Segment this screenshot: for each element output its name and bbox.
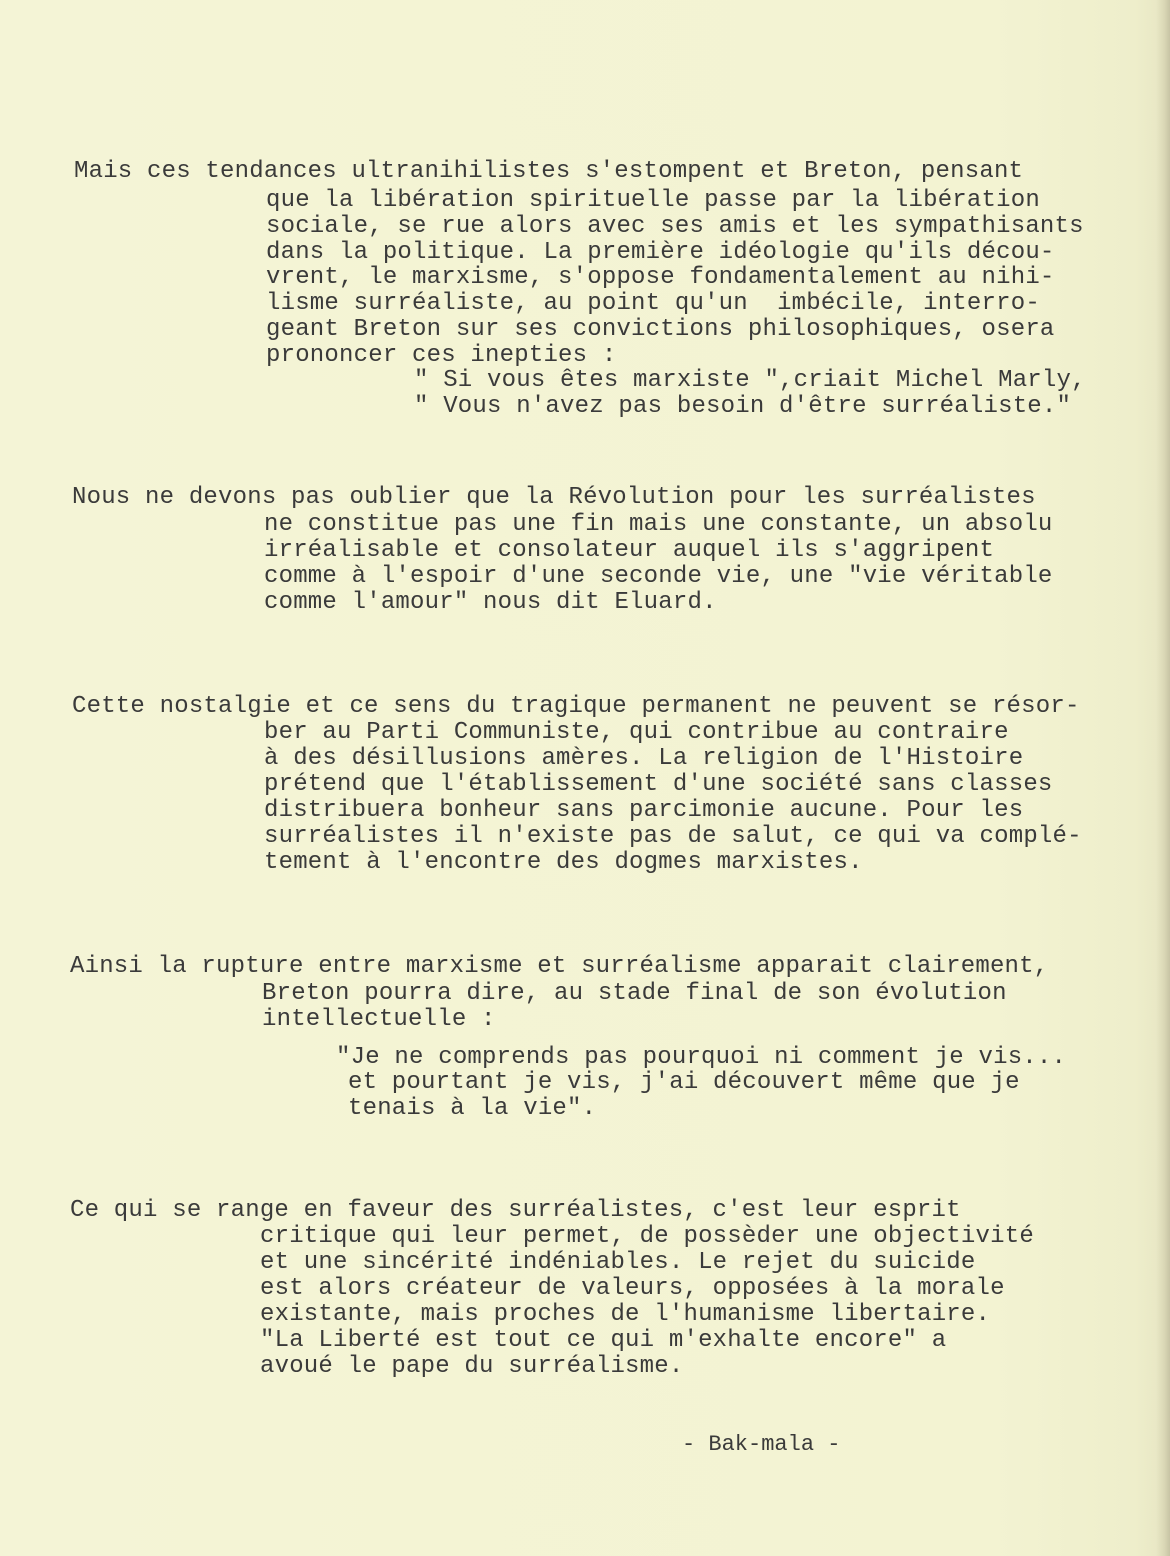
signature: - Bak-mala - bbox=[682, 1432, 841, 1457]
quote-line: tenais à la vie". bbox=[348, 1095, 597, 1122]
text-line: geant Breton sur ses convictions philosophiques, osera bbox=[266, 316, 1055, 343]
text-line: Mais ces tendances ultranihilistes s'estompent et Breton, pensant bbox=[74, 158, 1024, 185]
text-line: comme à l'espoir d'une seconde vie, une "vie véritable bbox=[264, 563, 1053, 590]
quote-line: "Je ne comprends pas pourquoi ni comment je vis... bbox=[336, 1044, 1067, 1071]
text-line: est alors créateur de valeurs, opposées à la morale bbox=[260, 1275, 1005, 1302]
text-line: à des désillusions amères. La religion de l'Histoire bbox=[264, 745, 1024, 772]
text-line: distribuera bonheur sans parcimonie aucune. Pour les bbox=[264, 797, 1024, 824]
page-binding-shadow bbox=[1156, 0, 1170, 1556]
text-line: Nous ne devons pas oublier que la Révolution pour les surréalistes bbox=[72, 484, 1036, 511]
quote-line: et pourtant je vis, j'ai découvert même que je bbox=[348, 1069, 1020, 1096]
quote-line: " Si vous êtes marxiste ",criait Michel Marly, bbox=[414, 367, 1086, 394]
text-line: comme l'amour" nous dit Eluard. bbox=[264, 589, 717, 616]
text-line: vrent, le marxisme, s'oppose fondamentalement au nihi- bbox=[266, 264, 1055, 291]
text-line: existante, mais proches de l'humanisme libertaire. bbox=[260, 1301, 991, 1328]
text-line: lisme surréaliste, au point qu'un imbécile, interro- bbox=[266, 290, 1040, 317]
text-line: Ainsi la rupture entre marxisme et surréalisme apparait clairement, bbox=[70, 953, 1049, 980]
text-line: intellectuelle : bbox=[262, 1006, 496, 1033]
text-line: "La Liberté est tout ce qui m'exhalte encore" a bbox=[260, 1327, 947, 1354]
text-line: surréalistes il n'existe pas de salut, ce qui va complé- bbox=[264, 823, 1082, 850]
text-line: critique qui leur permet, de possèder une objectivité bbox=[260, 1223, 1034, 1250]
text-line: Ce qui se range en faveur des surréalistes, c'est leur esprit bbox=[70, 1197, 961, 1224]
text-line: prononcer ces inepties : bbox=[266, 342, 617, 369]
text-line: et une sincérité indéniables. Le rejet du suicide bbox=[260, 1249, 976, 1276]
text-line: ber au Parti Communiste, qui contribue au contraire bbox=[264, 719, 1009, 746]
text-line: irréalisable et consolateur auquel ils s'aggripent bbox=[264, 537, 995, 564]
text-line: sociale, se rue alors avec ses amis et les sympathisants bbox=[266, 213, 1084, 240]
text-line: ne constitue pas une fin mais une constante, un absolu bbox=[264, 511, 1053, 538]
text-line: prétend que l'établissement d'une société sans classes bbox=[264, 771, 1053, 798]
text-line: que la libération spirituelle passe par la libération bbox=[266, 187, 1040, 214]
text-line: Breton pourra dire, au stade final de son évolution bbox=[262, 980, 1007, 1007]
text-line: Cette nostalgie et ce sens du tragique permanent ne peuvent se résor- bbox=[72, 693, 1080, 720]
text-line: dans la politique. La première idéologie qu'ils décou- bbox=[266, 239, 1055, 266]
quote-line: " Vous n'avez pas besoin d'être surréaliste." bbox=[414, 393, 1072, 420]
text-line: avoué le pape du surréalisme. bbox=[260, 1353, 684, 1380]
text-line: tement à l'encontre des dogmes marxistes. bbox=[264, 849, 863, 876]
